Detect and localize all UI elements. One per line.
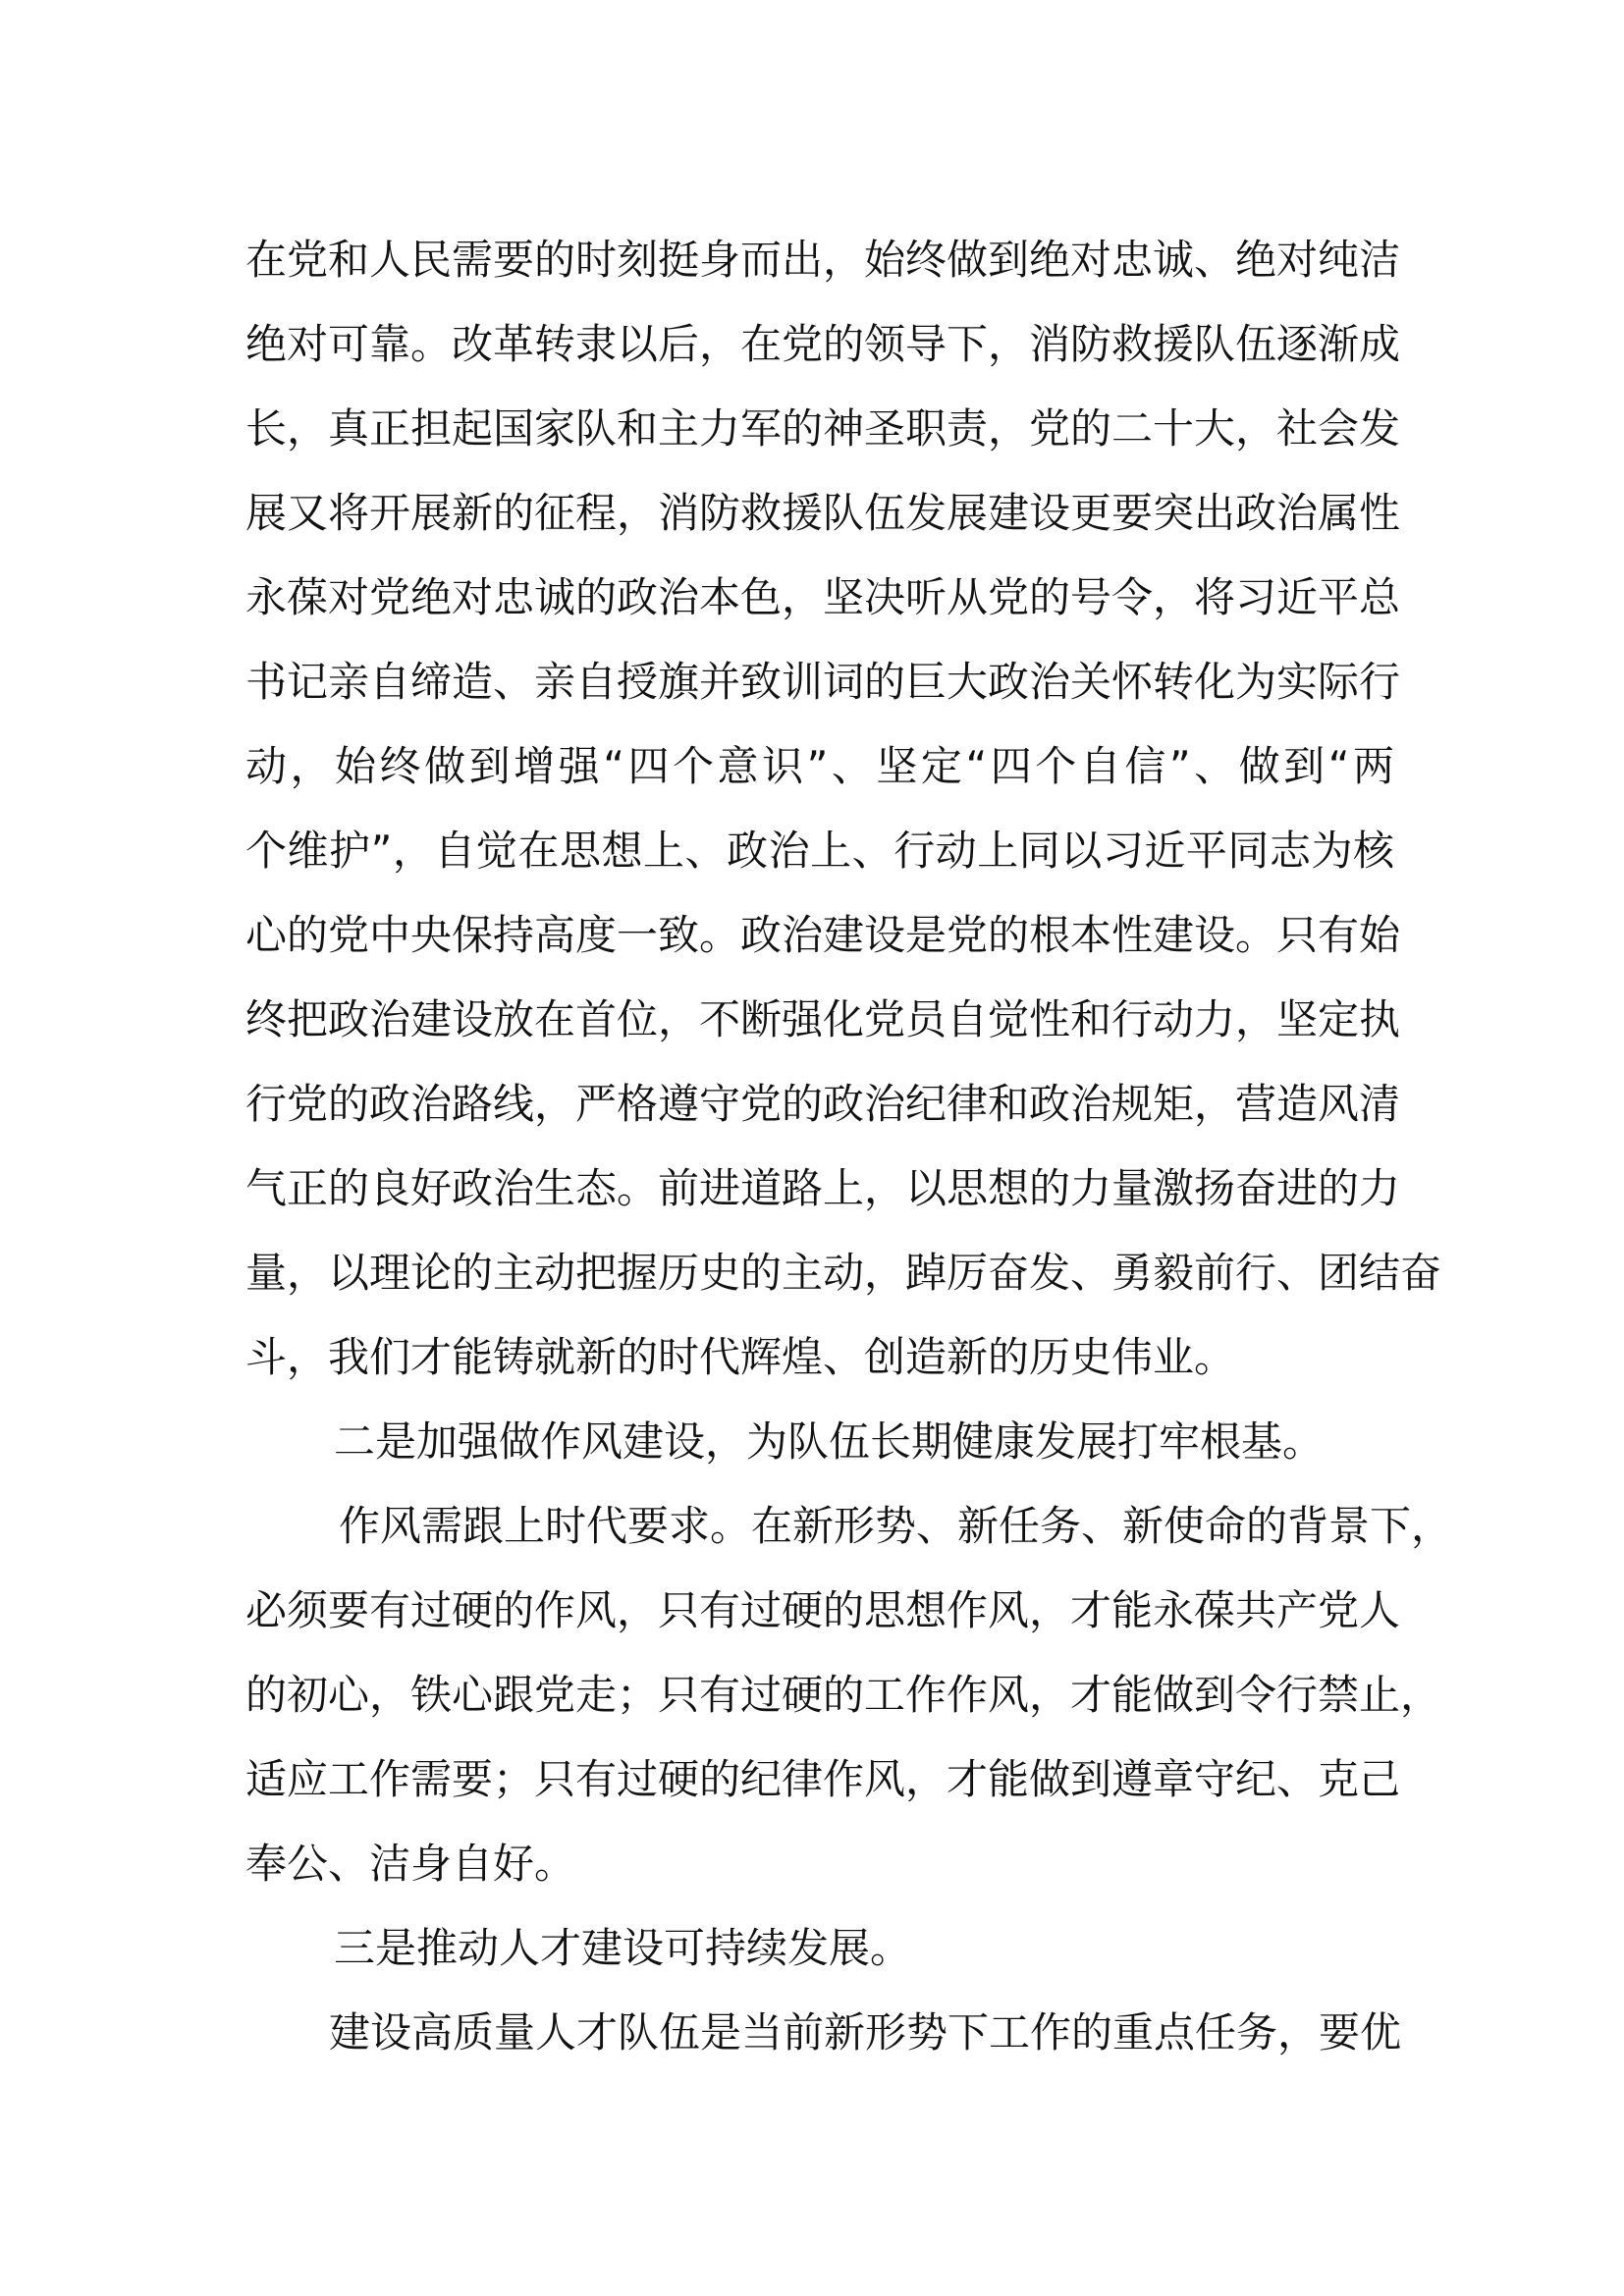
document-body	[245, 218, 1453, 2075]
text-line: 必须要有过硬的作风，只有过硬的思想作风，才能永葆共产党人	[245, 1586, 1401, 1634]
text-line: 斗，我们才能铸就新的时代辉煌、创造新的历史伟业。	[245, 1333, 1236, 1381]
text-line: 展又将开展新的征程，消防救援队伍发展建设更要突出政治属性	[245, 489, 1401, 537]
text-line: 气正的良好政治生态。前进道路上，以思想的力量激扬奋进的力	[245, 1164, 1401, 1212]
text-line: 书记亲自缔造、亲自授旗并致训词的巨大政治关怀转化为实际行	[245, 658, 1401, 706]
text-line: 量，以理论的主动把握历史的主动，踔厉奋发、勇毅前行、团结奋	[245, 1249, 1442, 1297]
text-line: 的初心，铁心跟党走；只有过硬的工作作风，才能做到令行禁止，	[245, 1671, 1442, 1719]
text-line: 在党和人民需要的时刻挺身而出，始终做到绝对忠诚、绝对纯洁	[245, 236, 1401, 284]
text-line: 建设高质量人才队伍是当前新形势下工作的重点任务，要优	[329, 2008, 1402, 2056]
section-heading: 三是推动人才建设可持续发展。	[334, 1924, 912, 1972]
text-line: 绝对可靠。改革转隶以后，在党的领导下，消防救援队伍逐渐成	[245, 320, 1401, 368]
text-line: 终把政治建设放在首位，不断强化党员自觉性和行动力，坚定执	[245, 995, 1401, 1043]
text-line: 长，真正担起国家队和主力军的神圣职责，党的二十大，社会发	[245, 404, 1401, 453]
section-heading: 二是加强做作风建设，为队伍长期健康发展打牢根基。	[334, 1417, 1325, 1466]
text-line: 个维护”，自觉在思想上、政治上、行动上同以习近平同志为核	[245, 827, 1394, 875]
text-line: 作风需跟上时代要求。在新形势、新任务、新使命的背景下，	[339, 1502, 1453, 1550]
text-line: 奉公、洁身自好。	[245, 1840, 576, 1888]
text-line: 动，始终做到增强“四个意识”、坚定“四个自信”、做到“两	[245, 742, 1394, 790]
text-line: 适应工作需要；只有过硬的纪律作风，才能做到遵章守纪、克己	[245, 1755, 1401, 1803]
text-line: 心的党中央保持高度一致。政治建设是党的根本性建设。只有始	[245, 911, 1401, 959]
text-line: 行党的政治路线，严格遵守党的政治纪律和政治规矩，营造风清	[245, 1080, 1401, 1128]
text-line: 永葆对党绝对忠诚的政治本色，坚决听从党的号令，将习近平总	[245, 573, 1401, 621]
